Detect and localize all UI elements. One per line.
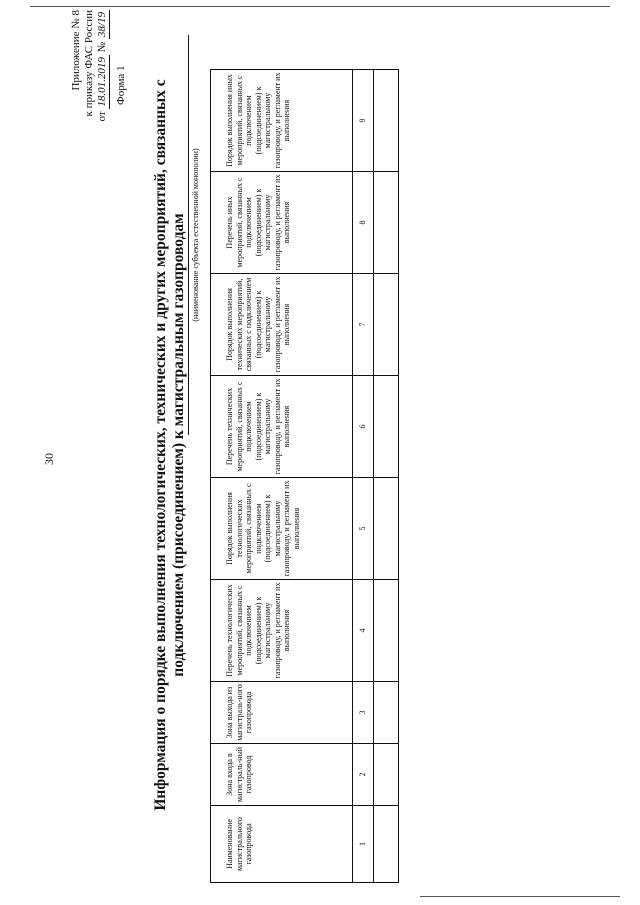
header-other-measures-order: Порядок выполнения иных мероприятий, связанных с подключением (подсоединением) к магистральному газопроводу, и регламент их выполнения [211, 70, 353, 172]
appendix-block [70, 10, 110, 165]
monopoly-name-line [188, 35, 189, 435]
header-tech-measures-order: Порядок выполнения технологических мероприятий, связанных с подключением (подсоединением) к магистральному газопроводу, и регламент их выполнения [211, 478, 353, 580]
table-header-row [211, 70, 353, 883]
appendix-line-1: Приложение № 8 [70, 10, 82, 91]
empty-data-row [374, 70, 399, 883]
empty-cell [374, 376, 399, 478]
appendix-from: от [96, 111, 108, 122]
empty-cell [374, 744, 399, 806]
column-number-cell: 1 [353, 806, 374, 883]
header-exit-zone: Зона выхода из магистраль-ного газопровода [211, 682, 353, 744]
empty-cell [374, 172, 399, 274]
document-title: Информация о порядке выполнения технологических, технических и других мероприятий, связанных с подключением (присоединением) к магистральным газопроводам [152, 79, 187, 811]
header-technical-measures-list: Перечень технических мероприятий, связанных с подключением (подсоединением) к магистральному газопроводу, и регламент их выполнения [211, 376, 353, 478]
column-number-cell: 9 [353, 70, 374, 172]
header-tech-measures-list: Перечень технологических мероприятий, связанных с подключением (подсоединением) к магистральному газопроводу, и регламент их выполнения [211, 580, 353, 682]
measures-table [210, 69, 399, 883]
column-number-cell: 5 [353, 478, 374, 580]
column-number-cell: 8 [353, 172, 374, 274]
empty-cell [374, 682, 399, 744]
header-technical-measures-order: Порядок выполнения технических мероприятий, связанных с подключением (подсоединением) к магистральному газопроводу, и регламент их выполнения [211, 274, 353, 376]
column-number-cell: 7 [353, 274, 374, 376]
column-number-cell: 6 [353, 376, 374, 478]
empty-cell [374, 274, 399, 376]
column-number-cell: 4 [353, 580, 374, 682]
appendix-number-sign: № [96, 41, 108, 53]
appendix-line-2: к приказу ФАС России [83, 10, 95, 117]
column-number-cell: 2 [353, 744, 374, 806]
empty-cell [374, 70, 399, 172]
monopoly-name-caption: (наименование субъекта естественной монополии) [191, 148, 200, 322]
header-other-measures-list: Перечень иных мероприятий, связанных с подключением (подсоединением) к магистральному газопроводу, и регламент их выполнения [211, 172, 353, 274]
header-entry-zone: Зона входа в магистраль-ный газопровод [211, 744, 353, 806]
form-label: Форма 1 [115, 65, 127, 105]
appendix-line-3 [96, 10, 110, 165]
header-pipeline-name: Наименование магистрального газопровода [211, 806, 353, 883]
empty-cell [374, 478, 399, 580]
column-number-cell: 3 [353, 682, 374, 744]
empty-cell [374, 580, 399, 682]
page-number: 30 [42, 453, 56, 465]
appendix-date: 18.01.2019 [96, 57, 108, 107]
appendix-number: 38/19 [96, 12, 108, 38]
empty-cell [374, 806, 399, 883]
column-number-row [353, 70, 374, 883]
